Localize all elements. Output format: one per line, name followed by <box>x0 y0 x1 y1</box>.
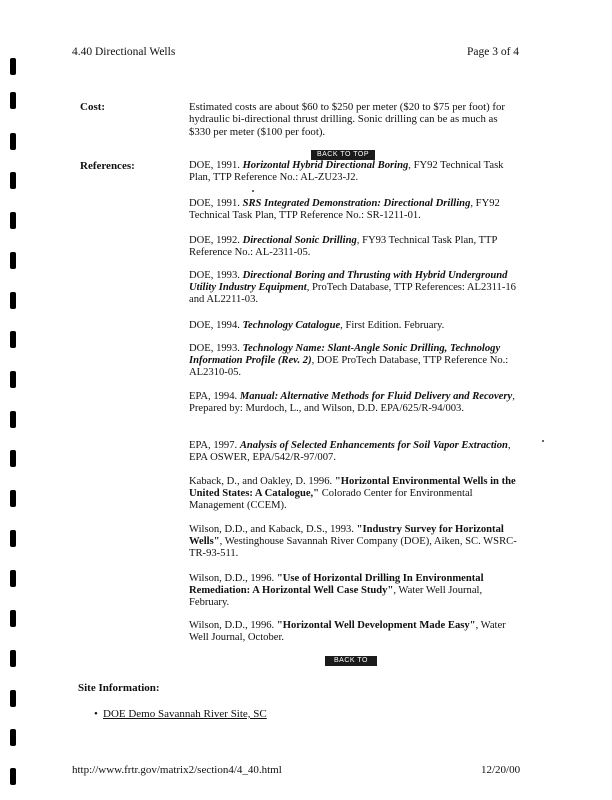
reference-details: , FY92 Technical Task Plan, TTP Reference No.: SR-1211-01. <box>189 198 500 222</box>
reference-details: , First Edition. February. <box>340 320 445 331</box>
reference-title: SRS Integrated Demonstration: Directional Drilling <box>242 198 471 209</box>
punch-mark <box>10 212 16 229</box>
reference-title: "Horizontal Environmental Wells in the United States: A Catalogue," <box>189 476 516 500</box>
reference-item <box>189 343 519 380</box>
back-to-top-button[interactable]: BACK TO TOP <box>311 150 375 160</box>
punch-mark <box>10 768 16 785</box>
reference-details: , ProTech Database, TTP References: AL2311-16 and AL2211-03. <box>189 282 516 306</box>
reference-author: Wilson, D.D., 1996. <box>189 573 277 584</box>
reference-link[interactable] <box>189 440 519 464</box>
site-link[interactable]: DOE Demo Savannah River Site, SC <box>103 708 267 720</box>
site-information-label: Site Information: <box>78 682 160 694</box>
reference-details: , FY93 Technical Task Plan, TTP Reference No.: AL-2311-05. <box>189 235 498 259</box>
back-to-top-button[interactable]: BACK TO TOP <box>325 656 377 666</box>
reference-title: Manual: Alternative Methods for Fluid Delivery and Recovery <box>239 391 513 402</box>
punch-mark <box>10 252 16 269</box>
reference-author: DOE, 1991. <box>189 198 243 209</box>
scan-speck <box>252 190 254 192</box>
punch-mark <box>10 650 16 667</box>
punch-mark <box>10 530 16 547</box>
page-title: 4.40 Directional Wells <box>72 46 176 58</box>
reference-author: DOE, 1994. <box>189 320 243 331</box>
reference-item <box>189 235 519 259</box>
cost-text: Estimated costs are about $60 to $250 per meter ($20 to $75 per foot) for hydraulic bi-directional thrust drilling. Sonic drilling can be as much as $330 per meter ($100 per foot). <box>189 101 506 138</box>
punch-mark <box>10 292 16 309</box>
reference-details: , FY92 Technical Task Plan, TTP Reference No.: AL-ZU23-J2. <box>189 160 504 184</box>
reference-item <box>189 198 519 222</box>
reference-details: Colorado Center for Environmental Management (CCEM). <box>189 488 473 512</box>
reference-item <box>189 391 519 415</box>
reference-item <box>189 573 519 610</box>
reference-title: "Industry Survey for Horizontal Wells" <box>189 524 504 548</box>
punch-mark <box>10 411 16 428</box>
punch-mark <box>10 133 16 150</box>
page-number: Page 3 of 4 <box>467 46 520 58</box>
punch-mark <box>10 690 16 707</box>
reference-title: Directional Sonic Drilling <box>242 235 357 246</box>
reference-author: EPA, 1997. <box>189 440 240 451</box>
reference-details: , Water Well Journal, October. <box>189 620 506 644</box>
reference-author: DOE, 1992. <box>189 235 243 246</box>
reference-title: "Horizontal Well Development Made Easy" <box>276 620 476 631</box>
references-label: References: <box>80 160 135 172</box>
reference-author: DOE, 1993. <box>189 343 243 354</box>
footer-date: 12/20/00 <box>481 764 521 776</box>
punch-mark <box>10 610 16 627</box>
punch-mark <box>10 172 16 189</box>
reference-details: , EPA OSWER, EPA/542/R-97/007. <box>189 440 511 464</box>
punch-mark <box>10 570 16 587</box>
punch-mark <box>10 58 16 75</box>
reference-details: , DOE ProTech Database, TTP Reference No.: AL2310-05. <box>189 355 509 379</box>
reference-author: DOE, 1993. <box>189 270 243 281</box>
reference-title: Directional Boring and Thrusting with Hybrid Underground Utility Industry Equipment <box>189 270 508 294</box>
punch-mark <box>10 490 16 507</box>
reference-title: Technology Catalogue <box>242 320 341 331</box>
bullet-icon: • <box>94 708 98 720</box>
punch-mark <box>10 729 16 746</box>
reference-item <box>189 160 519 184</box>
reference-item <box>189 476 519 513</box>
reference-title: "Use of Horizontal Drilling In Environmental Remediation: A Horizontal Well Case Study" <box>189 573 484 597</box>
reference-details: , Westinghouse Savannah River Company (DOE), Aiken, SC. WSRC-TR-93-511. <box>189 536 517 560</box>
punch-mark <box>10 371 16 388</box>
reference-title: Horizontal Hybrid Directional Boring <box>242 160 409 171</box>
reference-item <box>189 270 519 307</box>
reference-author: EPA, 1994. <box>189 391 240 402</box>
reference-author: DOE, 1991. <box>189 160 243 171</box>
reference-author: Kaback, D., and Oakley, D. 1996. <box>189 476 335 487</box>
reference-author: Wilson, D.D., 1996. <box>189 620 277 631</box>
reference-title: Analysis of Selected Enhancements for Soil Vapor Extraction <box>239 440 508 451</box>
reference-item <box>189 320 519 332</box>
reference-author: Wilson, D.D., and Kaback, D.S., 1993. <box>189 524 357 535</box>
scan-speck <box>542 440 544 442</box>
reference-details: , Prepared by: Murdoch, L., and Wilson, D.D. EPA/625/R-94/003. <box>189 391 515 415</box>
cost-label: Cost: <box>80 101 106 113</box>
reference-item <box>189 620 519 644</box>
reference-item <box>189 524 519 561</box>
site-list-item <box>94 708 267 720</box>
footer-url: http://www.frtr.gov/matrix2/section4/4_40.html <box>72 764 282 776</box>
punch-mark <box>10 92 16 109</box>
reference-title: Technology Name: Slant-Angle Sonic Drilling, Technology Information Profile (Rev. 2) <box>189 343 501 367</box>
punch-mark <box>10 331 16 348</box>
punch-mark <box>10 450 16 467</box>
reference-details: , Water Well Journal, February. <box>189 585 483 609</box>
